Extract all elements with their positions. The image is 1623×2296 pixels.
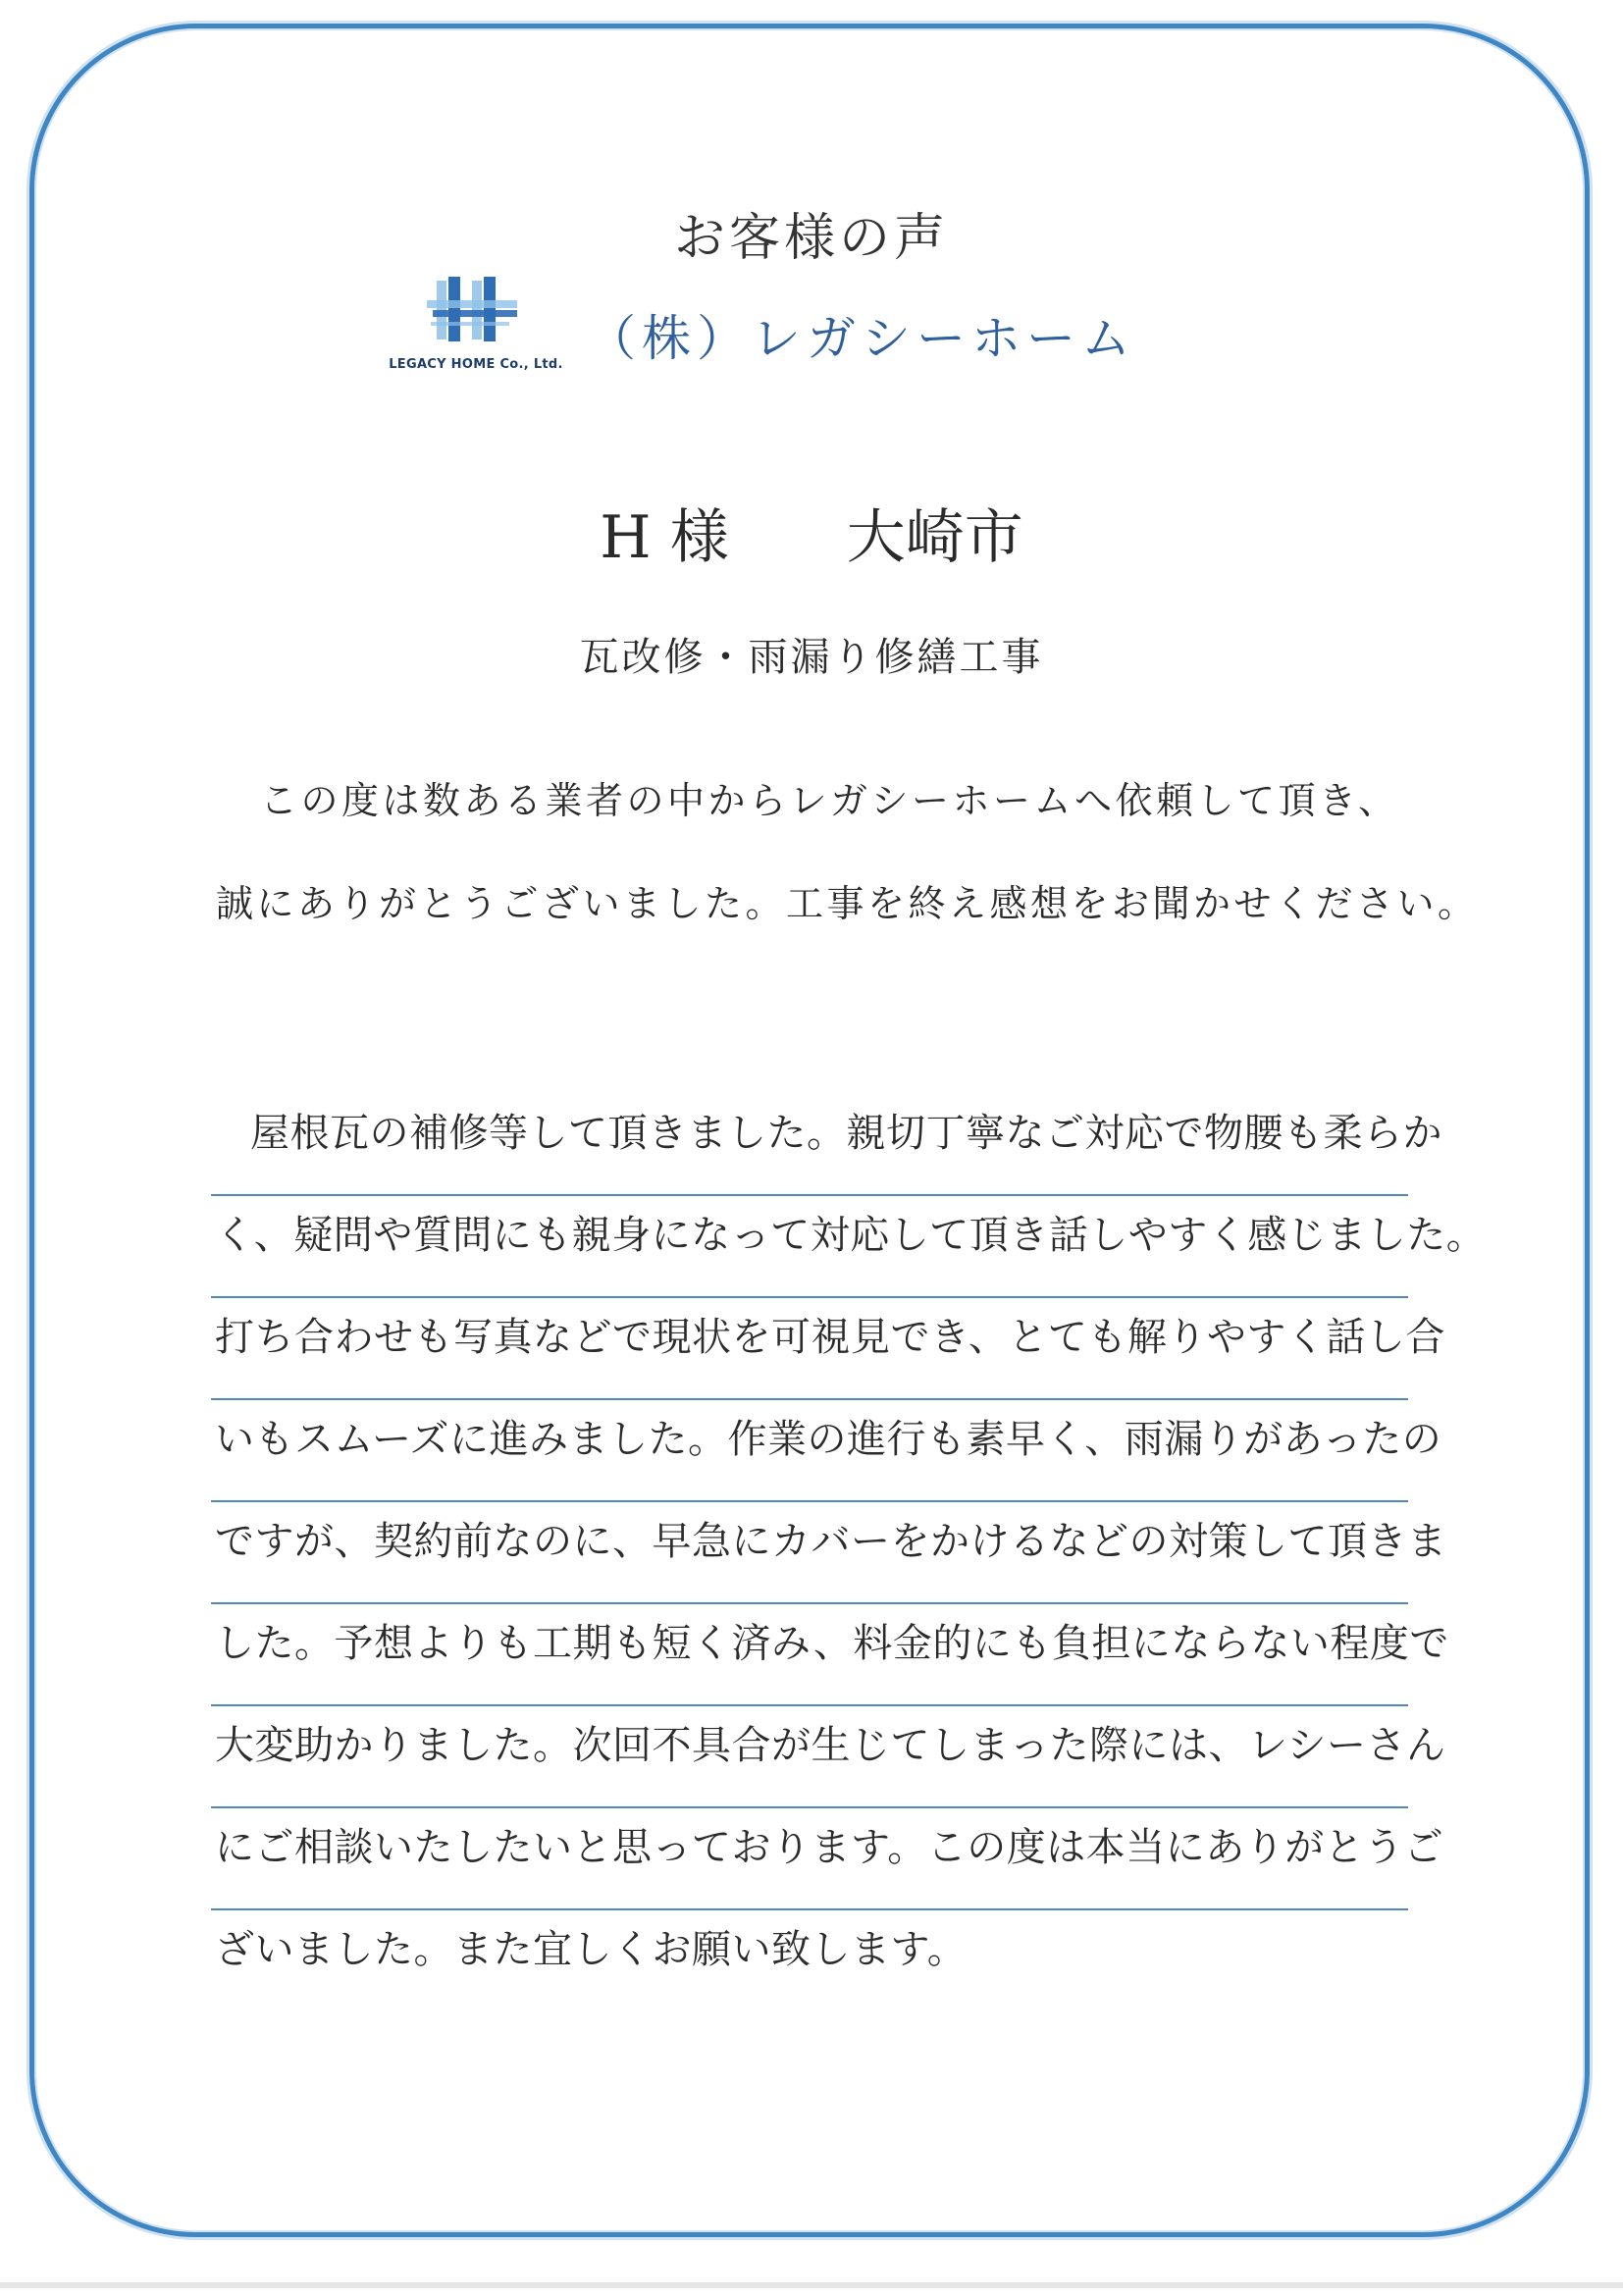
- scan-bottom-edge: [0, 2282, 1623, 2288]
- answer-line: ざいました。また宜しくお願い致します。: [215, 1927, 968, 1972]
- answer-line: ですが、契約前なのに、早急にカバーをかけるなどの対策して頂きま: [211, 1502, 1408, 1604]
- intro-line-1: この度は数ある業者の中からレガシーホームへ依頼して頂き、: [260, 779, 1399, 822]
- customer-name: H 様: [600, 503, 729, 572]
- customer-info: [0, 491, 1623, 575]
- answer-line: いもスムーズに進みました。作業の進行も素早く、雨漏りがあったの: [211, 1400, 1408, 1502]
- answer-line: にご相談いたしたいと思っております。この度は本当にありがとうご: [211, 1808, 1408, 1910]
- intro-line-2: 誠にありがとうございました。工事を終え感想をお聞かせください。: [216, 882, 1479, 925]
- answer-line: 大変助かりました。次回不具合が生じてしまった際には、レシーさん: [211, 1706, 1408, 1808]
- customer-handwritten-answer: [211, 1094, 1487, 2012]
- company-logo: [388, 275, 564, 383]
- work-type: 瓦改修・雨漏り修繕工事: [579, 635, 1044, 680]
- logo-company-text: LEGACY HOME Co., Ltd.: [389, 357, 563, 372]
- company-name: （株）レガシーホーム: [587, 310, 1136, 367]
- answer-line: く、疑問や質問にも親身になって対応して頂き話しやすく感じました。: [211, 1196, 1408, 1298]
- answer-line: 打ち合わせも写真などで現状を可視見でき、とても解りやすく話し合: [211, 1298, 1408, 1400]
- answer-line: 屋根瓦の補修等して頂きました。親切丁寧なご対応で物腰も柔らか: [211, 1094, 1408, 1196]
- answer-line: した。予想よりも工期も短く済み、料金的にも負担にならない程度で: [211, 1604, 1408, 1706]
- customer-city: 大崎市: [846, 503, 1023, 572]
- page-title: お客様の声: [673, 209, 949, 268]
- legacy-home-logo-mark: [427, 275, 525, 345]
